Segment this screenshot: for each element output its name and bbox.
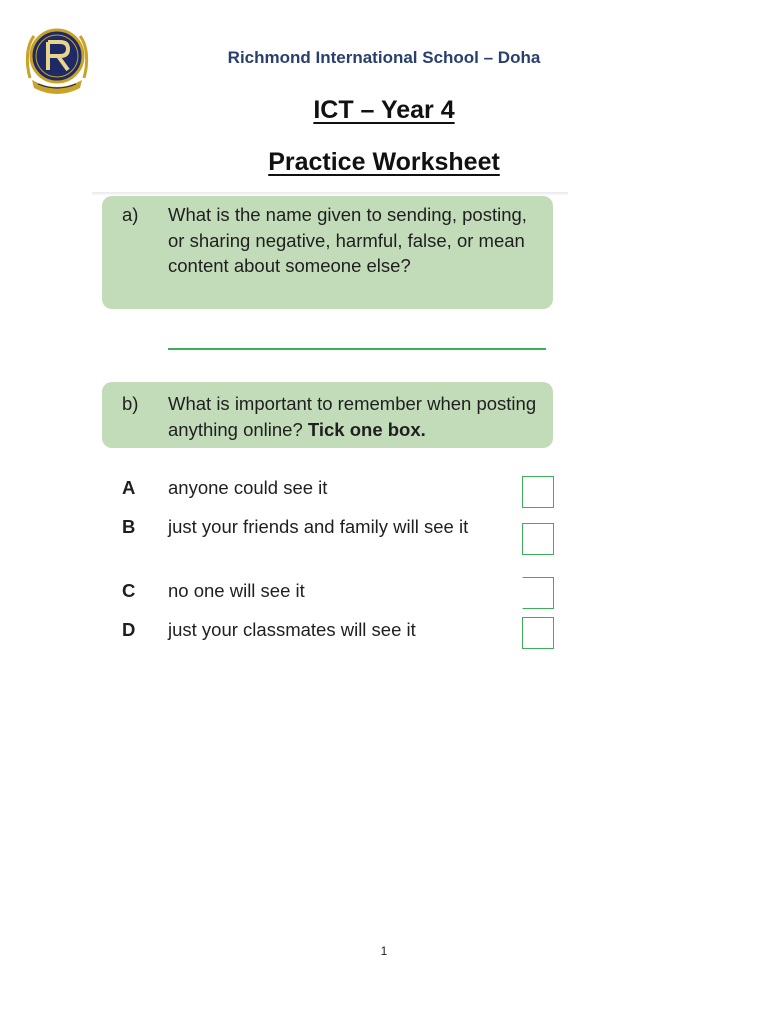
option-a-label: A xyxy=(122,477,136,498)
option-a-text: anyone could see it xyxy=(168,477,328,498)
option-d-checkbox[interactable] xyxy=(522,617,554,649)
option-a-checkbox[interactable] xyxy=(522,476,554,508)
school-name: Richmond International School – Doha xyxy=(227,48,541,67)
option-b-label: B xyxy=(122,516,136,537)
option-c-text: no one will see it xyxy=(168,580,305,601)
question-b-text-wrap xyxy=(168,391,539,440)
question-b-text: What is important to remember when posting anything online? xyxy=(168,393,537,440)
question-b-box xyxy=(102,382,553,448)
option-d-text: just your classmates will see it xyxy=(168,619,416,640)
question-a-label: a) xyxy=(122,204,139,225)
page-number: 1 xyxy=(380,944,388,958)
answer-line[interactable] xyxy=(168,348,546,350)
option-c-checkbox[interactable] xyxy=(522,577,554,609)
page-subtitle: Practice Worksheet xyxy=(268,148,500,176)
option-d-label: D xyxy=(122,619,136,640)
option-c-label: C xyxy=(122,580,136,601)
question-a-text: What is the name given to sending, posting, or sharing negative, harmful, false, or mean content about someone else? xyxy=(168,204,527,276)
page-title: ICT – Year 4 xyxy=(313,96,455,124)
question-b-instruction: Tick one box. xyxy=(307,418,426,440)
option-b-text: just your friends and family will see it xyxy=(168,516,469,537)
question-b-label: b) xyxy=(122,393,139,414)
question-a-box xyxy=(102,196,553,309)
option-b-checkbox[interactable] xyxy=(522,523,554,555)
